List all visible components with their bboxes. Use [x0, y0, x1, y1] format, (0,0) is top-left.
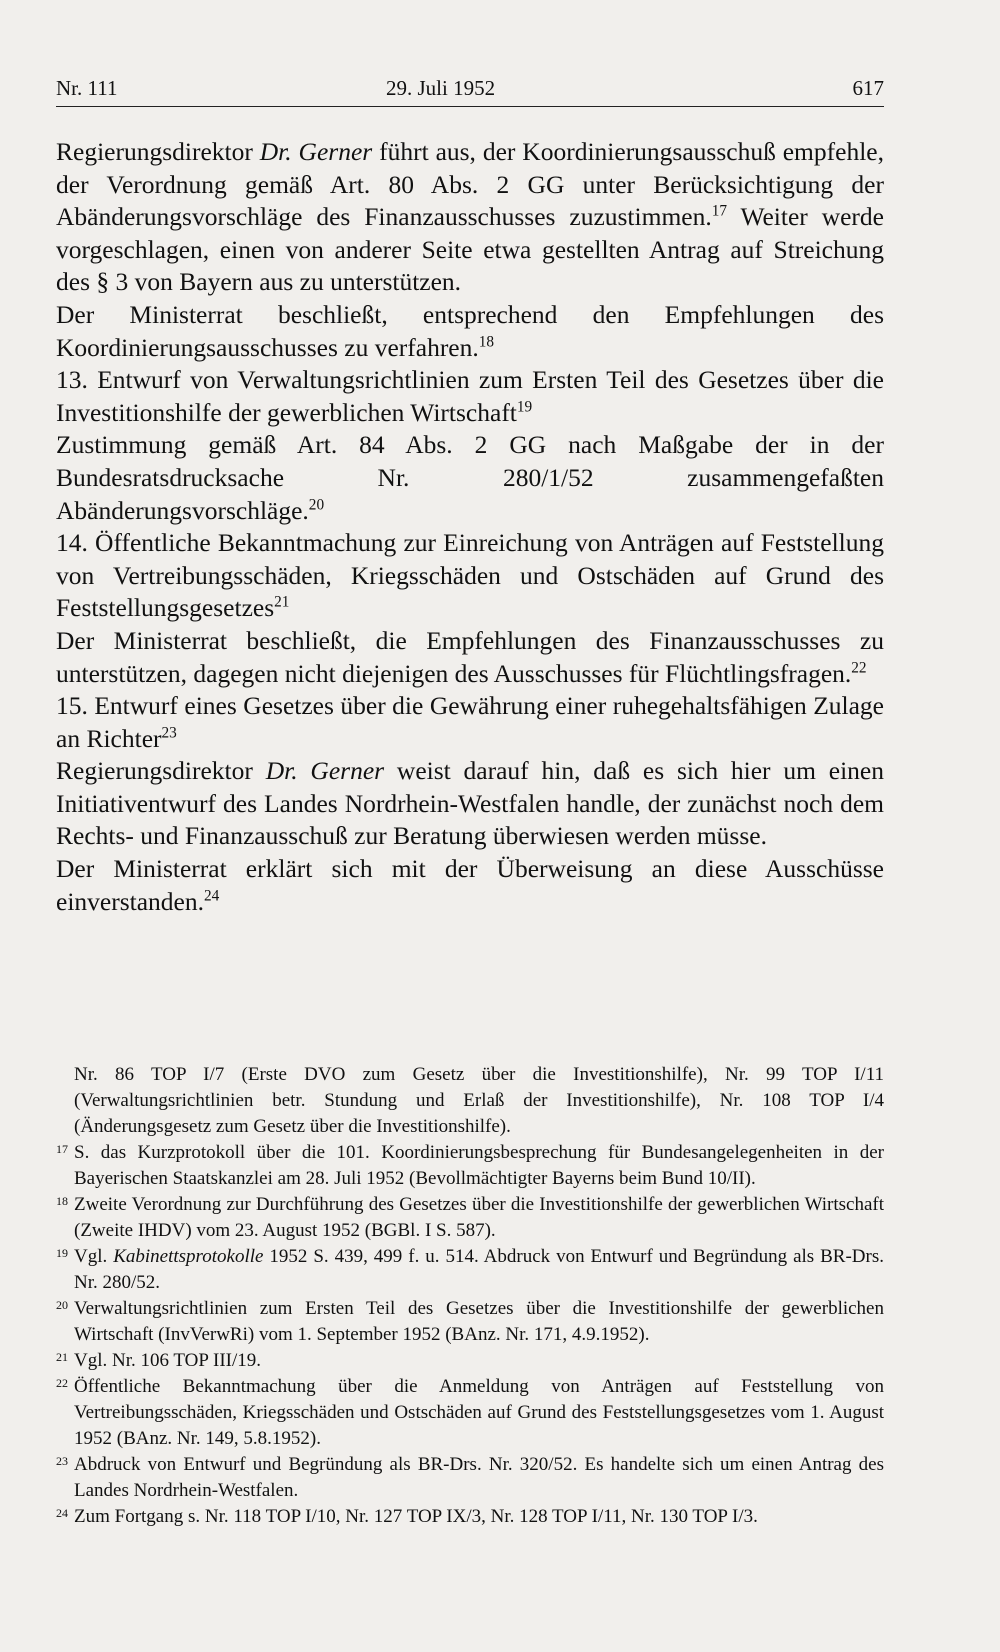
page-number: 617 — [852, 76, 884, 100]
text: führt aus, der Koordinierungsausschuß empfehle, der Verordnung gemäß Art. 80 Abs. 2 GG unter Berücksichtigung der Abänderungsvorschläge des Finanzausschusses zuzustimmen. — [56, 137, 884, 232]
footnote-text: Abdruck von Entwurf und Begründung als BR-Drs. Nr. 320/52. Es handelte sich um einen Antrag des Landes Nordrhein-Westfalen. — [74, 1454, 884, 1501]
footnote-ref: 23 — [161, 724, 177, 742]
footnotes — [56, 1062, 884, 1530]
footnote-number: 24 — [56, 1506, 68, 1520]
paragraph-decision-2 — [56, 625, 884, 690]
text: Weiter werde vorgeschlagen, einen von anderer Seite etwa gestellten Antrag auf Streichung des § 3 von Bayern aus zu unterstützen. — [56, 202, 884, 297]
footnote-24 — [56, 1504, 884, 1530]
person-name: Dr. Gerner — [259, 137, 373, 166]
session-date: 29. Juli 1952 — [386, 76, 496, 100]
footnote-ref: 20 — [308, 496, 325, 514]
footnote-19 — [56, 1244, 884, 1296]
footnote-16-continued: Nr. 86 TOP I/7 (Erste DVO zum Gesetz über die Investitionshilfe), Nr. 99 TOP I/11 (Verwaltungsrichtlinien betr. Stundung und Erlaß der Investitionshilfe), Nr. 108 TOP I/4 (Änderungsgesetz zum Gesetz über die Investitionshilfe). — [74, 1064, 884, 1137]
paragraph-gerner-statement — [56, 136, 884, 299]
footnote-21 — [56, 1348, 884, 1374]
footnote-number: 17 — [56, 1142, 68, 1156]
footnote-text: Zweite Verordnung zur Durchführung des Gesetzes über die Investitionshilfe der gewerblichen Wirtschaft (Zweite IHDV) vom 23. August 1952 (BGBl. I S. 587). — [74, 1194, 884, 1241]
text: weist darauf hin, daß es sich hier um einen Initiativentwurf des Landes Nordrhein-Westfalen handle, der zunächst noch dem Rechts- und Finanzausschuß zur Beratung überwiesen werden müsse. — [56, 756, 884, 851]
footnote-number: 18 — [56, 1194, 68, 1208]
paragraph-gerner-note — [56, 755, 884, 853]
text: 14. Öffentliche Bekanntmachung zur Einreichung von Anträgen auf Feststellung von Vertreibungsschäden, Kriegsschäden und Ostschäden auf Grund des Feststellungsgesetzes — [56, 528, 884, 623]
text: Der Ministerrat beschließt, entsprechend den Empfehlungen des Koordinierungsausschusses zu verfahren. — [56, 299, 884, 362]
text: Zustimmung gemäß Art. 84 Abs. 2 GG nach Maßgabe der in der Bundesratsdrucksache Nr. 280/1/52 zusammengefaßten Abänderungsvorschläge. — [56, 430, 884, 525]
paragraph-decision-1 — [56, 299, 884, 364]
paragraph-decision-3 — [56, 853, 884, 918]
paragraph-approval — [56, 429, 884, 527]
text: Regierungsdirektor — [56, 756, 266, 786]
footnote-18 — [56, 1192, 884, 1244]
document-number: Nr. 111 — [56, 76, 118, 100]
footnote-text: Verwaltungsrichtlinien zum Ersten Teil des Gesetzes über die Investitionshilfe der gewerblichen Wirtschaft (InvVerwRi) vom 1. September 1952 (BAnz. Nr. 171, 4.9.1952). — [74, 1298, 884, 1345]
footnote-text: Vgl. — [74, 1246, 114, 1267]
text: 13. Entwurf von Verwaltungsrichtlinien zum Ersten Teil des Gesetzes über die Investitionshilfe der gewerblichen Wirtschaft — [56, 365, 884, 427]
text: Der Ministerrat beschließt, die Empfehlungen des Finanzausschusses zu unterstützen, dagegen nicht diejenigen des Ausschusses für Flüchtlingsfragen. — [56, 625, 884, 688]
agenda-item-13 — [56, 364, 884, 429]
footnote-23 — [56, 1452, 884, 1504]
footnote-text: Vgl. Nr. 106 TOP III/19. — [74, 1350, 262, 1371]
footnote-ref: 22 — [851, 659, 867, 676]
footnote-22 — [56, 1374, 884, 1452]
footnote-20 — [56, 1296, 884, 1348]
footnote-number: 22 — [56, 1376, 68, 1390]
footnote-text: S. das Kurzprotokoll über die 101. Koordinierungsbesprechung für Bundesangelegenheiten in der Bayerischen Staatskanzlei am 28. Juli 1952 (Bevollmächtigter Bayerns beim Bund 10/II). — [74, 1142, 884, 1189]
text: 15. Entwurf eines Gesetzes über die Gewährung einer ruhegehaltsfähigen Zulage an Richter — [56, 691, 884, 753]
footnote-text: Zum Fortgang s. Nr. 118 TOP I/10, Nr. 127 TOP IX/3, Nr. 128 TOP I/11, Nr. 130 TOP I/3. — [74, 1506, 758, 1527]
footnote-ref: 18 — [478, 333, 495, 351]
footnote-number: 23 — [56, 1454, 68, 1468]
text: Der Ministerrat erklärt sich mit der Überweisung an diese Ausschüsse einverstanden. — [56, 854, 884, 916]
publication-title: Kabinettsprotokolle — [113, 1246, 264, 1267]
footnote-17 — [56, 1140, 884, 1192]
running-header — [56, 72, 884, 107]
text: Regierungsdirektor — [56, 137, 260, 166]
footnote-ref: 21 — [274, 593, 290, 611]
footnote-number: 21 — [56, 1350, 68, 1364]
footnote-number: 19 — [56, 1246, 68, 1260]
footnote-ref: 24 — [203, 887, 220, 905]
person-name: Dr. Gerner — [265, 756, 385, 786]
agenda-item-15 — [56, 690, 884, 755]
footnote-ref: 17 — [711, 202, 728, 220]
main-text — [56, 136, 884, 918]
agenda-item-14 — [56, 527, 884, 625]
footnote-ref: 19 — [516, 398, 533, 416]
footnote-text: Öffentliche Bekanntmachung über die Anmeldung von Anträgen auf Feststellung von Vertreibungsschäden, Kriegsschäden und Ostschäden auf Grund des Feststellungsgesetzes vom 1. August 1952 (BAnz. Nr. 149, 5.8.1952). — [74, 1376, 884, 1449]
footnote-number: 20 — [56, 1298, 68, 1312]
footnote-text: 1952 S. 439, 499 f. u. 514. Abdruck von Entwurf und Begründung als BR-Drs. Nr. 280/52. — [74, 1246, 884, 1293]
